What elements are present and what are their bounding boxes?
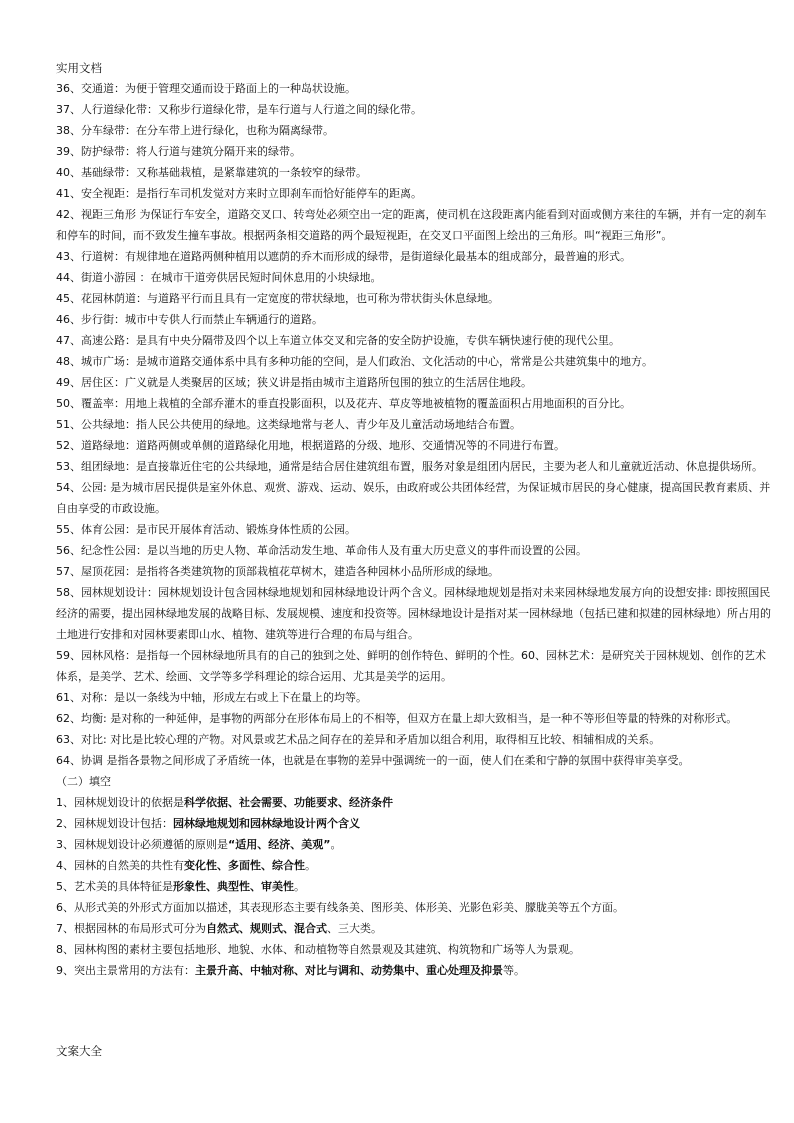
section-title: （二）填空 <box>56 775 111 788</box>
definition-item: 42、视距三角形 为保证行车安全，道路交叉口、转弯处必须空出一定的距离，使司机在这段距离内能看到对面或侧方来往的车辆，并有一定的刹车和停车的时间，而不致发生撞车事故。根据两条相交道路的两个最短视距，在交叉口平面图上绘出的三角形。叫“视距三角形”。 <box>56 208 767 242</box>
question-suffix: 。 <box>294 880 305 893</box>
definition-item: 39、防护绿带：将人行道与建筑分隔开来的绿带。 <box>56 145 301 158</box>
definition-item: 59、园林风格：是指每一个园林绿地所具有的自己的独到之处、鲜明的创作特色、鲜明的个性。60、园林艺术：是研究关于园林规划、创作的艺术体系，是美学、艺术、绘画、文学等多学科理论的综合运用、尤其是美学的运用。 <box>56 649 766 683</box>
answer-text: 自然式、规则式、混合式 <box>206 922 327 935</box>
fill-blank-item <box>56 792 772 813</box>
definition-item: 62、均衡: 是对称的一种延伸，是事物的两部分在形体布局上的不相等，但双方在量上却大致相当，是一种不等形但等量的特殊的对称形式。 <box>56 712 738 725</box>
fill-blank-item <box>56 834 772 855</box>
question-text: 6、从形式美的外形式方面加以描述，其表现形态主要有线条美、图形美、体形美、光影色彩美、朦胧美等五个方面。 <box>56 901 624 914</box>
fill-blank-list <box>56 792 772 981</box>
definition-item: 52、道路绿地：道路两侧或单侧的道路绿化用地，根据道路的分级、地形、交通情况等的不同进行布置。 <box>56 439 565 452</box>
fill-blank-item <box>56 813 772 834</box>
fill-blank-item <box>56 855 772 876</box>
question-suffix: 。 <box>330 838 342 851</box>
question-suffix: 等。 <box>503 964 525 977</box>
fill-blank-item <box>56 897 772 918</box>
fill-blank-item <box>56 918 772 939</box>
definition-item: 43、行道树：有规律地在道路两侧种植用以遮荫的乔木而形成的绿带，是街道绿化最基本的组成部分，最普遍的形式。 <box>56 250 631 263</box>
definition-item: 36、交通道：为便于管理交通而设于路面上的一种岛状设施。 <box>56 82 356 95</box>
page-footer: 文案大全 <box>56 1044 102 1058</box>
fill-blank-item <box>56 960 772 981</box>
definition-item: 45、花园林荫道：与道路平行而且具有一定宽度的带状绿地，也可称为带状街头休息绿地。 <box>56 292 499 305</box>
definition-item: 57、屋顶花园：是指将各类建筑物的顶部栽植花草树木，建造各种园林小品所形成的绿地。 <box>56 565 499 578</box>
definition-item: 49、居住区：广义就是人类聚居的区域；狭义讲是指由城市主道路所包围的独立的生活居住地段。 <box>56 376 532 389</box>
definition-item: 64、协调 是指各景物之间形成了矛盾统一体，也就是在事物的差异中强调统一的一面，使人们在柔和宁静的氛围中获得审美享受。 <box>56 754 690 767</box>
definition-item: 47、高速公路：是具有中央分隔带及四个以上车道立体交叉和完备的安全防护设施，专供车辆快速行使的现代公里。 <box>56 334 620 347</box>
definition-item: 46、步行街：城市中专供人行而禁止车辆通行的道路。 <box>56 313 323 326</box>
definitions-list <box>56 78 772 771</box>
definition-item: 40、基础绿带：又称基础栽植，是紧靠建筑的一条较窄的绿带。 <box>56 166 367 179</box>
question-suffix: 。 <box>305 859 316 872</box>
question-text: 4、园林的自然美的共性有 <box>56 859 184 872</box>
definition-item: 41、安全视距：是指行车司机发觉对方来时立即刹车而恰好能停车的距离。 <box>56 187 422 200</box>
definition-item: 55、体育公园：是市民开展体育活动、锻炼身体性质的公园。 <box>56 523 356 536</box>
definition-item: 48、城市广场：是城市道路交通体系中具有多种功能的空间，是人们政治、文化活动的中心，常常是公共建筑集中的地方。 <box>56 355 653 368</box>
document-body <box>56 58 772 981</box>
definition-item: 53、组团绿地：是直接靠近住宅的公共绿地，通常是结合居住建筑组布置，服务对象是组团内居民，主要为老人和儿童就近活动、休息提供场所。 <box>56 460 763 473</box>
definition-item: 54、公园: 是为城市居民提供是室外休息、观赏、游戏、运动、娱乐，由政府或公共团体经营，为保证城市居民的身心健康，提高国民教育素质、并自由享受的市政设施。 <box>56 481 771 515</box>
question-suffix: 、三大类。 <box>327 922 382 935</box>
definition-item: 38、分车绿带：在分车带上进行绿化，也称为隔离绿带。 <box>56 124 334 137</box>
answer-text: 变化性、多面性、综合性 <box>184 859 305 872</box>
definition-item: 61、对称：是以一条线为中轴，形成左右或上下在量上的均等。 <box>56 691 367 704</box>
definition-item: 50、覆盖率：用地上栽植的全部乔灌木的垂直投影面积，以及花卉、草皮等地被植物的覆盖面积占用地面积的百分比。 <box>56 397 631 410</box>
answer-text: 园林绿地规划和园林绿地设计两个含义 <box>173 817 360 830</box>
fill-blank-item <box>56 939 772 960</box>
fill-blank-item <box>56 876 772 897</box>
question-text: 7、根据园林的布局形式可分为 <box>56 922 206 935</box>
question-text: 2、园林规划设计包括： <box>56 817 173 830</box>
definition-item: 63、对比: 对比是比较心理的产物。对风景或艺术品之间存在的差异和矛盾加以组合利用，取得相互比较、相辅相成的关系。 <box>56 733 661 746</box>
question-text: 5、艺术美的具体特征是 <box>56 880 173 893</box>
page-header: 实用文档 <box>56 61 102 75</box>
question-text: 3、园林规划设计必须遵循的原则是 <box>56 838 228 851</box>
question-text: 9、突出主景常用的方法有： <box>56 964 195 977</box>
answer-text: “适用、经济、美观” <box>228 838 331 851</box>
definition-item: 56、纪念性公园：是以当地的历史人物、革命活动发生地、革命伟人及有重大历史意义的事件而设置的公园。 <box>56 544 587 557</box>
answer-text: 科学依据、社会需要、功能要求、经济条件 <box>184 796 393 809</box>
question-text: 1、园林规划设计的依据是 <box>56 796 184 809</box>
definition-item: 51、公共绿地：指人民公共使用的绿地。这类绿地常与老人、青少年及儿童活动场地结合布置。 <box>56 418 521 431</box>
answer-text: 形象性、典型性、审美性 <box>173 880 294 893</box>
definition-item: 58、园林规划设计：园林规划设计包含园林绿地规划和园林绿地设计两个含义。园林绿地规划是指对未来园林绿地发展方向的设想安排: 即按照国民经济的需要，提出园林绿地发展的战略目标、发展规模、速度和投资等。园林绿地设计是指对某一园林绿地（包括已建和拟建的园林绿地）所占用的土地进行安排和对园林要素即山水、植物、建筑等进行合理的布局与组合。 <box>56 586 771 641</box>
definition-item: 37、人行道绿化带：又称步行道绿化带，是车行道与人行道之间的绿化带。 <box>56 103 422 116</box>
question-text: 8、园林构图的素材主要包括地形、地貌、水体、和动植物等自然景观及其建筑、构筑物和广场等人为景观。 <box>56 943 580 956</box>
answer-text: 主景升高、中轴对称、对比与调和、动势集中、重心处理及抑景 <box>195 964 503 977</box>
definition-item: 44、街道小游园 ：在城市干道旁供居民短时间休息用的小块绿地。 <box>56 271 382 284</box>
